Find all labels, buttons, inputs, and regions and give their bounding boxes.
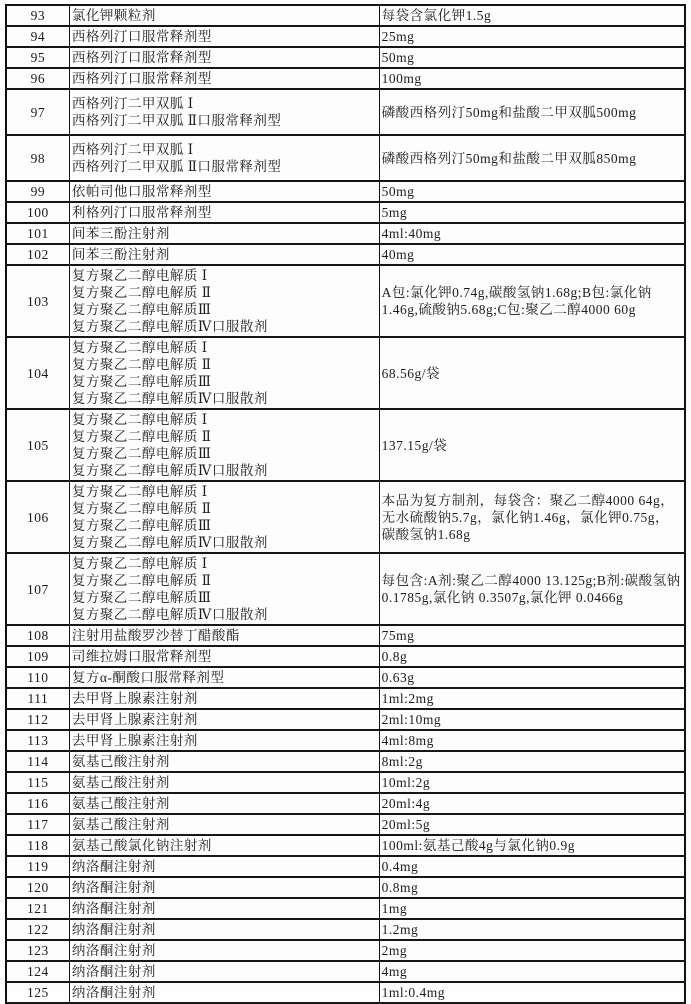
drug-name-line: 西格列汀二甲双胍 Ⅰ [71,142,194,157]
drug-spec-cell: 20ml:5g [379,814,685,835]
table-row [6,202,685,223]
drug-name-cell [69,68,379,89]
row-number-cell: 106 [6,481,69,553]
drug-name-line: 氯化钾颗粒剂 [71,8,156,23]
row-number-cell: 110 [6,667,69,688]
row-number-cell: 108 [6,625,69,646]
row-number-cell: 121 [6,898,69,919]
drug-name-line: 复方聚乙二醇电解质 Ⅱ [71,501,212,516]
drug-name-cell [69,553,379,625]
drug-name-cell [69,5,379,26]
drug-spec-cell: 50mg [379,47,685,68]
drug-name-line: 复方聚乙二醇电解质Ⅳ口服散剂 [71,463,268,478]
row-number-cell: 99 [6,181,69,202]
drug-spec-cell: 磷酸西格列汀50mg和盐酸二甲双胍500mg [379,89,685,135]
table-row [6,730,685,751]
row-number-cell: 103 [6,265,69,337]
table-row [6,265,685,337]
drug-name-line: 复方聚乙二醇电解质Ⅳ口服散剂 [71,391,268,406]
drug-name-cell [69,940,379,961]
drug-spec-cell: 0.63g [379,667,685,688]
table-row [6,646,685,667]
drug-spec-cell: 4ml:40mg [379,223,685,244]
drug-name-cell [69,181,379,202]
drug-name-line: 西格列汀二甲双胍 Ⅱ口服常释剂型 [71,159,282,174]
drug-table [5,4,686,1004]
drug-name-cell [69,688,379,709]
drug-name-cell [69,265,379,337]
drug-name-line: 氨基己酸注射剂 [71,796,170,811]
row-number-cell: 125 [6,982,69,1003]
row-number-cell: 100 [6,202,69,223]
drug-name-line: 复方聚乙二醇电解质Ⅳ口服散剂 [71,535,268,550]
row-number-cell: 124 [6,961,69,982]
drug-name-line: 去甲肾上腺素注射剂 [71,733,198,748]
table-row [6,89,685,135]
row-number-cell: 123 [6,940,69,961]
row-number-cell: 105 [6,409,69,481]
drug-name-line: 间苯三酚注射剂 [71,226,170,241]
table-row [6,68,685,89]
table-row [6,135,685,181]
drug-name-line: 纳洛酮注射剂 [71,880,156,895]
drug-name-cell [69,772,379,793]
drug-name-line: 依帕司他口服常释剂型 [71,184,212,199]
drug-name-line: 西格列汀二甲双胍 Ⅱ口服常释剂型 [71,113,282,128]
table-row [6,877,685,898]
row-number-cell: 117 [6,814,69,835]
table-row [6,898,685,919]
drug-name-line: 复方聚乙二醇电解质 Ⅱ [71,285,212,300]
drug-name-line: 复方聚乙二醇电解质 Ⅰ [71,484,208,499]
table-row [6,919,685,940]
table-row [6,961,685,982]
drug-name-line: 复方聚乙二醇电解质 Ⅱ [71,357,212,372]
drug-name-line: 氨基己酸注射剂 [71,754,170,769]
drug-name-line: 复方聚乙二醇电解质 Ⅰ [71,268,208,283]
table-row [6,772,685,793]
table-row [6,688,685,709]
drug-name-line: 去甲肾上腺素注射剂 [71,691,198,706]
drug-name-cell [69,625,379,646]
drug-name-line: 复方聚乙二醇电解质 Ⅱ [71,573,212,588]
drug-name-cell [69,202,379,223]
drug-name-line: 复方聚乙二醇电解质Ⅳ口服散剂 [71,319,268,334]
drug-name-cell [69,223,379,244]
table-row [6,709,685,730]
drug-spec-cell: 每袋含氯化钾1.5g [379,5,685,26]
row-number-cell: 112 [6,709,69,730]
drug-name-cell [69,877,379,898]
drug-spec-cell: 5mg [379,202,685,223]
drug-name-line: 复方α-酮酸口服常释剂型 [71,670,225,685]
row-number-cell: 107 [6,553,69,625]
drug-name-line: 间苯三酚注射剂 [71,247,170,262]
drug-name-line: 复方聚乙二醇电解质 Ⅰ [71,340,208,355]
drug-spec-cell: 25mg [379,26,685,47]
table-row [6,26,685,47]
drug-name-cell [69,667,379,688]
drug-name-line: 复方聚乙二醇电解质 Ⅱ [71,429,212,444]
drug-name-line: 纳洛酮注射剂 [71,922,156,937]
row-number-cell: 101 [6,223,69,244]
drug-name-line: 去甲肾上腺素注射剂 [71,712,198,727]
drug-name-line: 氨基己酸注射剂 [71,817,170,832]
drug-name-cell [69,751,379,772]
drug-name-line: 复方聚乙二醇电解质 Ⅰ [71,556,208,571]
drug-name-line: 纳洛酮注射剂 [71,859,156,874]
drug-name-line: 司维拉姆口服常释剂型 [71,649,212,664]
table-row [6,481,685,553]
table-row [6,625,685,646]
table-row [6,244,685,265]
drug-name-line: 氨基己酸氯化钠注射剂 [71,838,212,853]
row-number-cell: 118 [6,835,69,856]
row-number-cell: 104 [6,337,69,409]
row-number-cell: 116 [6,793,69,814]
row-number-cell: 111 [6,688,69,709]
drug-name-line: 复方聚乙二醇电解质Ⅲ [71,302,212,317]
drug-spec-cell: 100mg [379,68,685,89]
drug-spec-cell: 4mg [379,961,685,982]
table-row [6,47,685,68]
table-row [6,835,685,856]
row-number-cell: 93 [6,5,69,26]
drug-spec-cell: 75mg [379,625,685,646]
drug-name-line: 注射用盐酸罗沙替丁醋酸酯 [71,628,240,643]
drug-spec-cell: 20ml:4g [379,793,685,814]
drug-name-cell [69,481,379,553]
row-number-cell: 102 [6,244,69,265]
row-number-cell: 96 [6,68,69,89]
drug-name-cell [69,961,379,982]
drug-spec-cell: 50mg [379,181,685,202]
drug-name-line: 复方聚乙二醇电解质Ⅲ [71,590,212,605]
drug-spec-cell: 8ml:2g [379,751,685,772]
drug-name-cell [69,835,379,856]
drug-name-line: 利格列汀口服常释剂型 [71,205,212,220]
drug-spec-cell: 4ml:8mg [379,730,685,751]
row-number-cell: 98 [6,135,69,181]
table-row [6,337,685,409]
drug-name-cell [69,730,379,751]
drug-name-line: 复方聚乙二醇电解质 Ⅰ [71,412,208,427]
drug-name-cell [69,89,379,135]
drug-spec-cell: A包:氯化钾0.74g,碳酸氢钠1.68g;B包:氯化钠1.46g,硫酸钠5.68g;C包:聚乙二醇4000 60g [379,265,685,337]
table-row [6,667,685,688]
drug-name-cell [69,898,379,919]
drug-table-body [6,5,685,1003]
row-number-cell: 109 [6,646,69,667]
table-row [6,793,685,814]
drug-spec-cell: 100ml:氨基己酸4g与氯化钠0.9g [379,835,685,856]
drug-spec-cell: 每包含:A剂:聚乙二醇4000 13.125g;B剂:碳酸氢钠 0.1785g,氯化钠 0.3507g,氯化钾 0.0466g [379,553,685,625]
row-number-cell: 115 [6,772,69,793]
row-number-cell: 113 [6,730,69,751]
drug-spec-cell: 1.2mg [379,919,685,940]
table-row [6,982,685,1003]
drug-name-line: 复方聚乙二醇电解质Ⅲ [71,446,212,461]
drug-name-cell [69,919,379,940]
drug-name-cell [69,337,379,409]
drug-name-cell [69,856,379,877]
drug-spec-cell: 40mg [379,244,685,265]
drug-name-cell [69,47,379,68]
drug-name-cell [69,982,379,1003]
table-row [6,856,685,877]
table-row [6,5,685,26]
drug-spec-cell: 2ml:10mg [379,709,685,730]
drug-name-cell [69,646,379,667]
row-number-cell: 120 [6,877,69,898]
table-row [6,940,685,961]
row-number-cell: 114 [6,751,69,772]
drug-spec-cell: 0.8mg [379,877,685,898]
drug-name-line: 纳洛酮注射剂 [71,985,156,1000]
drug-spec-cell: 68.56g/袋 [379,337,685,409]
drug-name-line: 复方聚乙二醇电解质Ⅲ [71,518,212,533]
table-row [6,223,685,244]
drug-name-line: 氨基己酸注射剂 [71,775,170,790]
drug-spec-cell: 1ml:2mg [379,688,685,709]
drug-name-line: 纳洛酮注射剂 [71,901,156,916]
drug-name-line: 复方聚乙二醇电解质Ⅳ口服散剂 [71,607,268,622]
table-row [6,409,685,481]
table-row [6,553,685,625]
drug-name-line: 纳洛酮注射剂 [71,943,156,958]
table-row [6,181,685,202]
drug-spec-cell: 2mg [379,940,685,961]
drug-spec-cell: 137.15g/袋 [379,409,685,481]
row-number-cell: 94 [6,26,69,47]
row-number-cell: 95 [6,47,69,68]
drug-name-cell [69,244,379,265]
drug-spec-cell: 10ml:2g [379,772,685,793]
drug-name-cell [69,409,379,481]
drug-name-line: 复方聚乙二醇电解质Ⅲ [71,374,212,389]
drug-name-line: 西格列汀口服常释剂型 [71,71,212,86]
drug-name-line: 西格列汀二甲双胍 Ⅰ [71,96,194,111]
drug-name-cell [69,135,379,181]
drug-spec-cell: 1mg [379,898,685,919]
row-number-cell: 119 [6,856,69,877]
drug-name-cell [69,709,379,730]
drug-spec-cell: 1ml:0.4mg [379,982,685,1003]
row-number-cell: 122 [6,919,69,940]
drug-name-cell [69,26,379,47]
drug-name-cell [69,814,379,835]
table-row [6,751,685,772]
row-number-cell: 97 [6,89,69,135]
drug-spec-cell: 0.8g [379,646,685,667]
drug-spec-cell: 磷酸西格列汀50mg和盐酸二甲双胍850mg [379,135,685,181]
drug-name-cell [69,793,379,814]
drug-name-line: 纳洛酮注射剂 [71,964,156,979]
table-row [6,814,685,835]
drug-spec-cell: 0.4mg [379,856,685,877]
drug-name-line: 西格列汀口服常释剂型 [71,29,212,44]
drug-spec-cell: 本品为复方制剂，每袋含：聚乙二醇4000 64g，无水硫酸钠5.7g，氯化钠1.46g，氯化钾0.75g，碳酸氢钠1.68g [379,481,685,553]
drug-name-line: 西格列汀口服常释剂型 [71,50,212,65]
